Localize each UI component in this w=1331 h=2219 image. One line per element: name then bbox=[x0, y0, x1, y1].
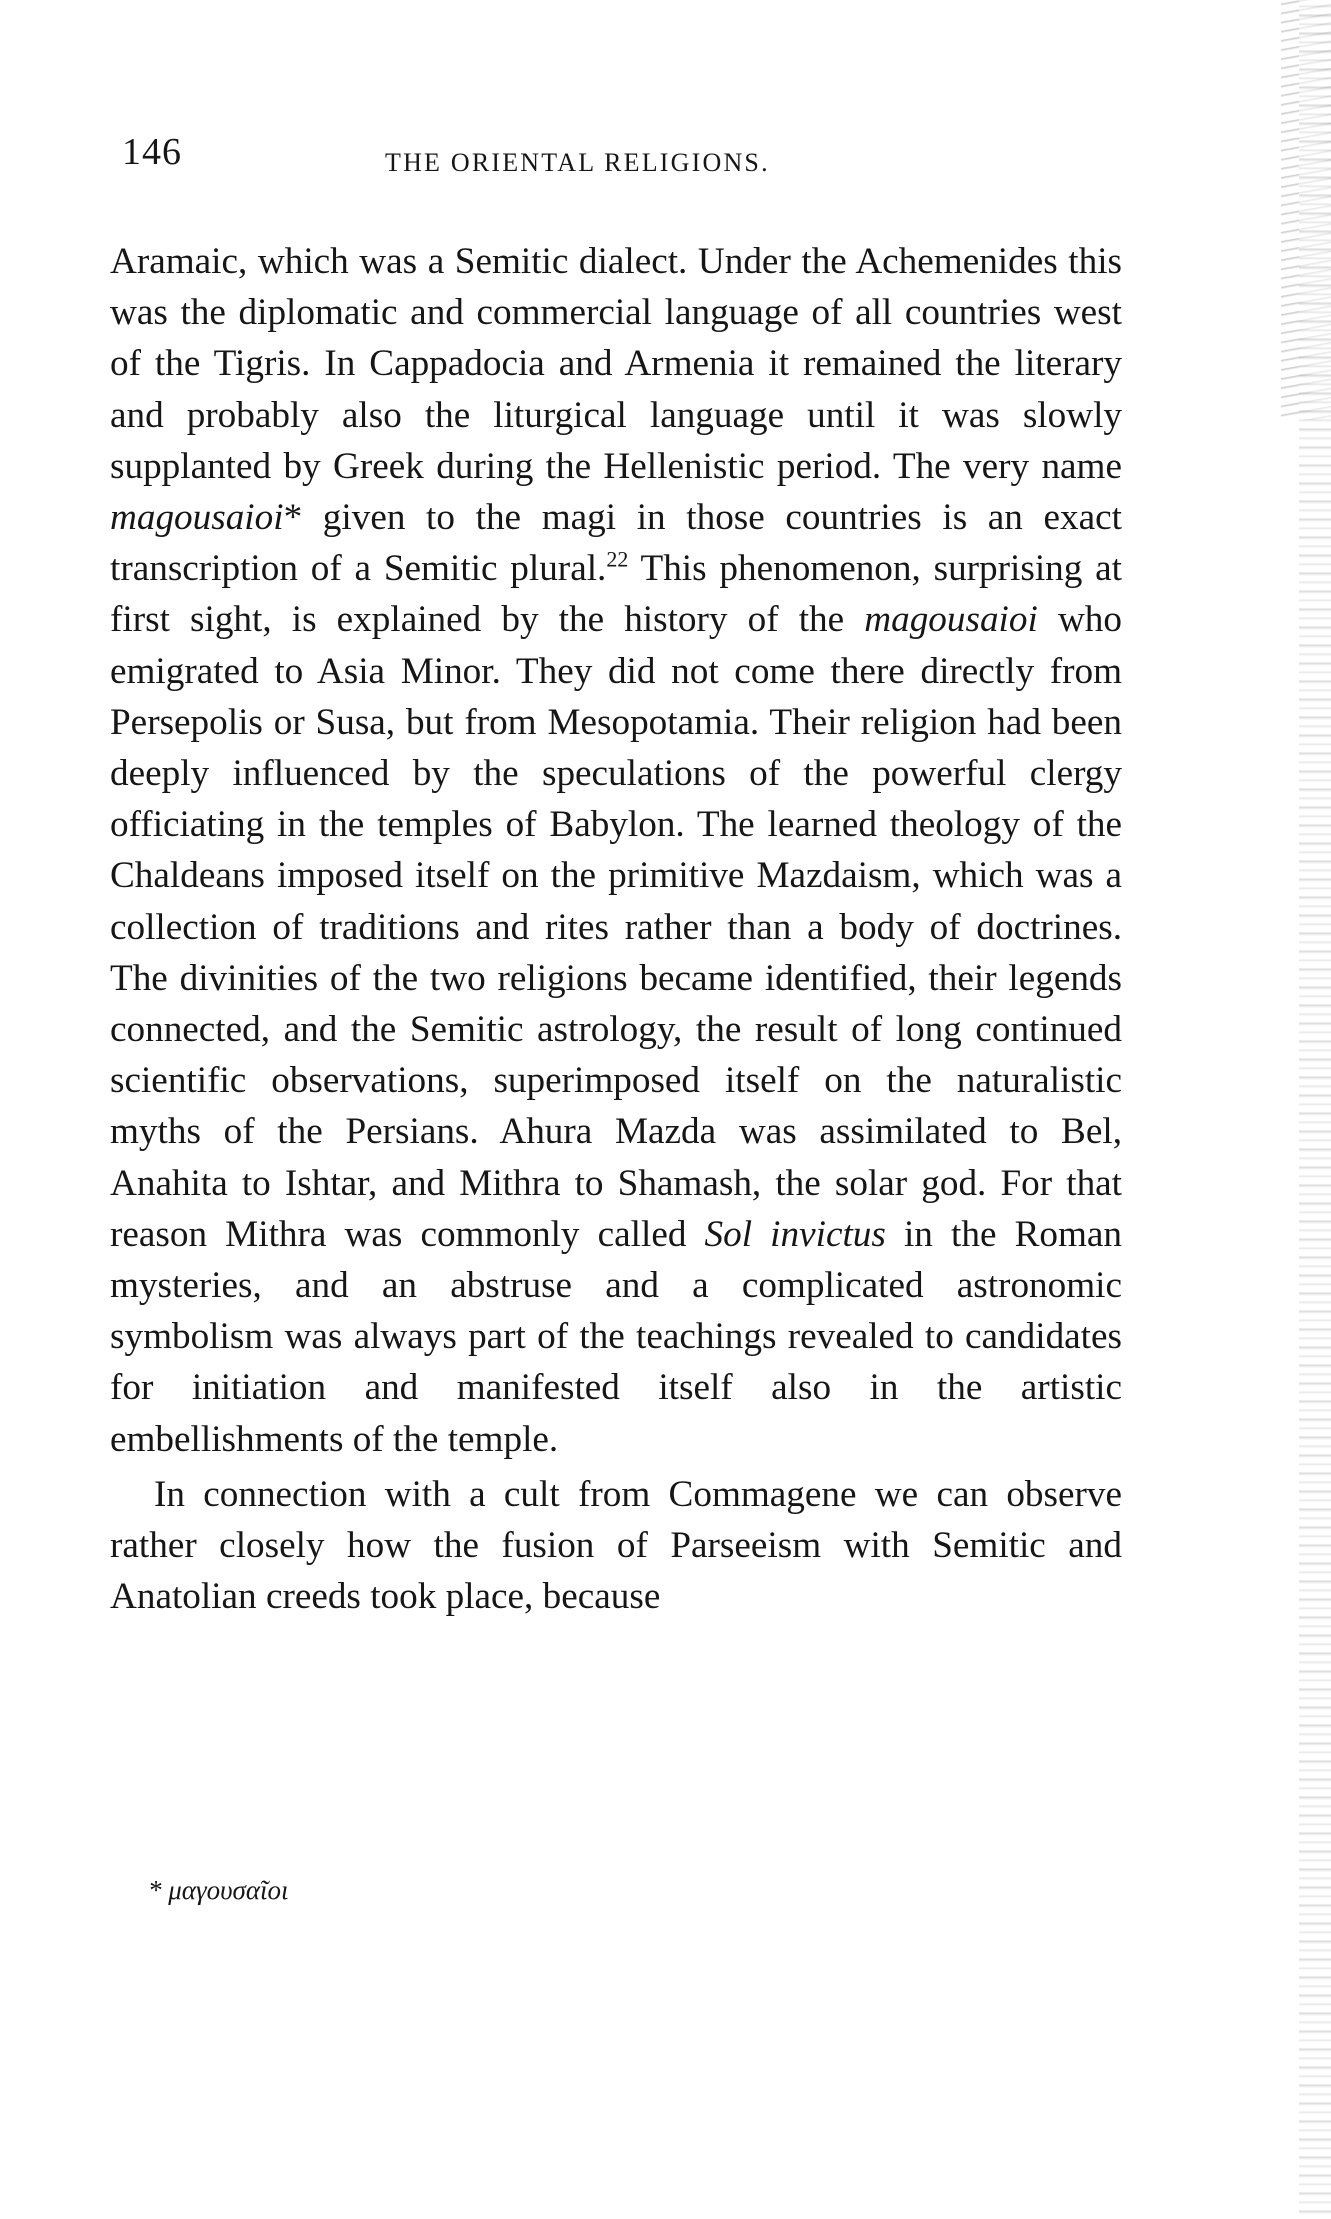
footnote-reference: 22 bbox=[606, 546, 629, 572]
text-run: This phenomenon, surprising at first sight, is explained by the history of the bbox=[110, 548, 1123, 641]
footnote: * μαγουσαῖοι bbox=[148, 1875, 289, 1905]
text-run: * given to the magi in those countries is an exact transcription of a Semitic plural. bbox=[110, 497, 1122, 590]
text-run: Aramaic, which was a Semitic dialect. Under the Achemenides this was the diplomatic and commercial language of all countries west of the Tigris. In Cappadocia and Armenia it remained the literary and probably also the liturgical language until it was slowly supplanted by Greek during the Hellenistic period. The very name bbox=[110, 241, 1122, 487]
page-number: 146 bbox=[122, 131, 182, 173]
italic-term: magousaioi bbox=[110, 497, 284, 539]
paragraph: In connection with a cult from Commagene we can observe rather closely how the fusion of Parseeism with Semitic and Anatolian creeds took place, because bbox=[110, 1473, 1122, 1618]
italic-term: Sol invictus bbox=[704, 1213, 886, 1255]
text-run: in the Roman mysteries, and an abstruse and a complicated astronomic symbolism was always part of the teachings revealed to candidates for initiation and manifested itself also in the artistic embellishments of the temple. bbox=[110, 1213, 1122, 1460]
paragraph bbox=[110, 236, 1122, 1465]
page-edge-shadow bbox=[1299, 0, 1331, 2219]
page-header bbox=[122, 130, 1122, 186]
running-head: THE ORIENTAL RELIGIONS. bbox=[385, 148, 770, 177]
text-run: who emigrated to Asia Minor. They did not come there directly from Persepolis or Susa, but from Mesopotamia. Their religion had been deeply influenced by the speculations of the powerful clergy officiating in the temples of Babylon. The learned theology of the Chaldeans imposed itself on the primitive Mazdaism, which was a collection of traditions and rites rather than a body of doctrines. The divinities of the two religions became identified, their legends connected, and the Semitic astrology, the result of long continued scientific observations, superimposed itself on the naturalistic myths of the Persians. Ahura Mazda was assimilated to Bel, Anahita to Ishtar, and Mithra to Shamash, the solar god. For that reason Mithra was commonly called bbox=[110, 599, 1122, 1255]
body-text bbox=[110, 236, 1122, 1622]
italic-term: magousaioi bbox=[864, 599, 1038, 641]
